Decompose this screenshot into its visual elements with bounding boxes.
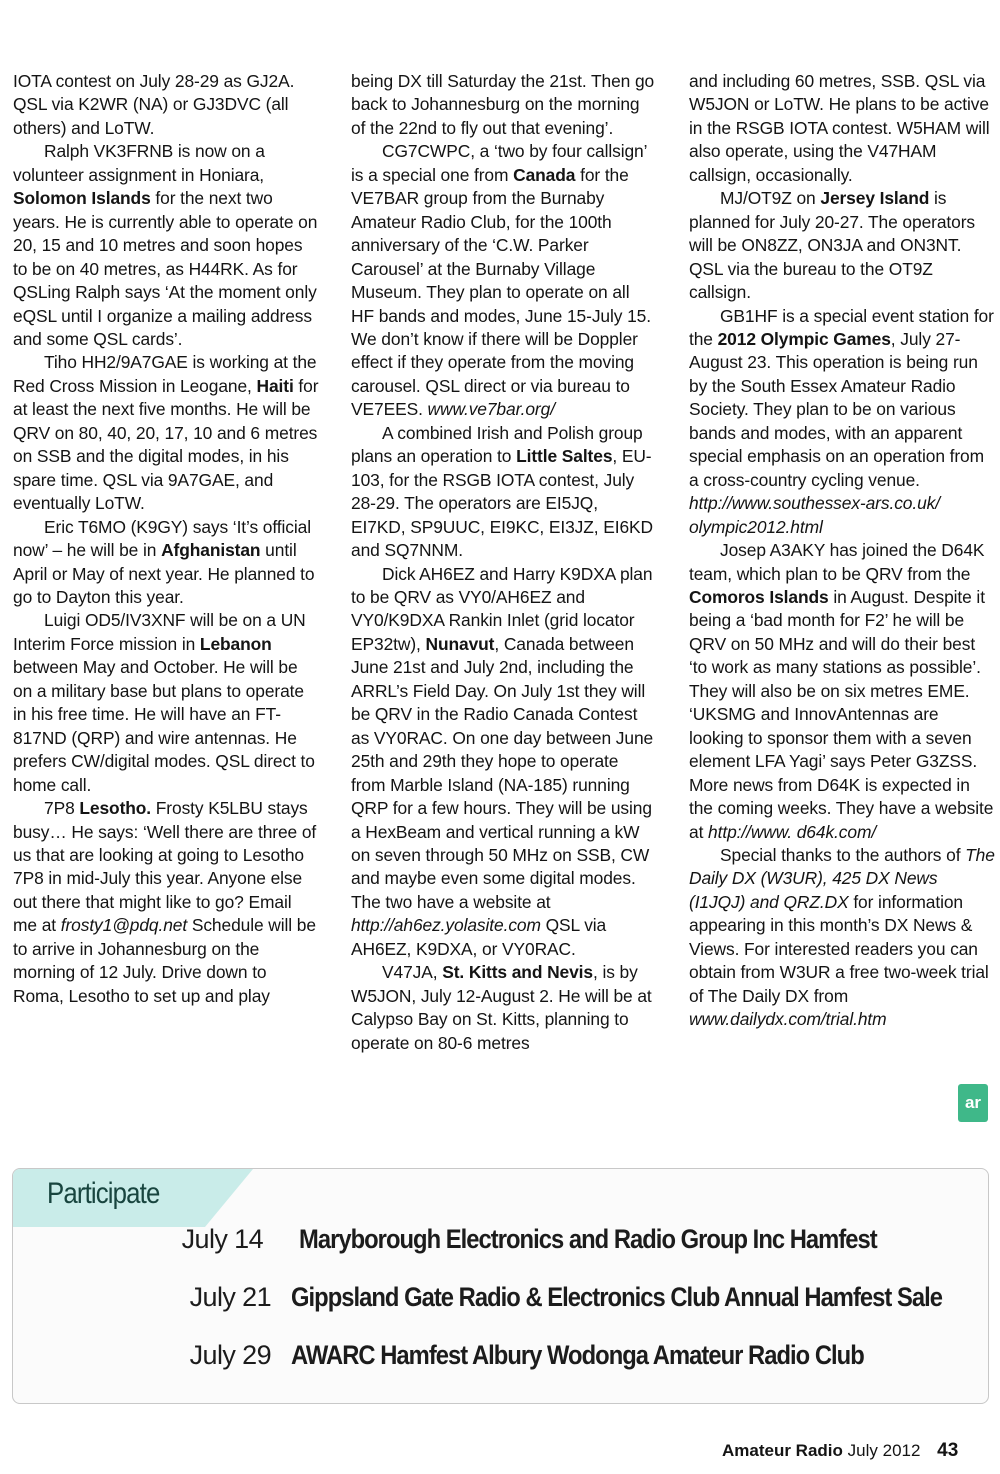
article-paragraph	[13, 70, 319, 140]
article-paragraph	[351, 422, 657, 563]
article-paragraph	[689, 187, 995, 304]
bold-location: Lesotho.	[79, 798, 152, 819]
paragraph-text: between May and October. He will be on a military base but plans to operate in his free time. He will have an FT-817ND (QRP) and wire antennas. He prefers CW/digital modes. QSL direct to home call.	[13, 657, 315, 795]
bold-location: Comoros Islands	[689, 586, 829, 607]
paragraph-text: , July 27-August 23. This operation is being run by the South Essex Amateur Radio Society. They plan to be on various bands and modes, with an apparent special emphasis on an operation from a cross-country cycling venue.	[689, 328, 985, 490]
event-date: July 29	[189, 1340, 271, 1370]
article-paragraph	[689, 305, 995, 540]
magazine-name: Amateur Radio	[722, 1441, 843, 1460]
bold-location: Afghanistan	[161, 540, 261, 561]
paragraph-text: CG7CWPC, a ‘two by four callsign’ is a special one from	[351, 141, 647, 185]
bold-location: Haiti	[256, 375, 294, 396]
italic-text: frosty1@pdq.net	[60, 915, 188, 936]
article-paragraph	[13, 797, 319, 1008]
paragraph-text: Special thanks to the authors of	[720, 844, 966, 865]
article-paragraph	[351, 140, 657, 421]
paragraph-text: Frosty K5LBU stays busy… He says: ‘Well there are three of us that are looking at going to Lesotho 7P8 in mid-July this year. Anyone else out there that might like to go? Email me at	[13, 798, 317, 936]
bold-location: Little Saltes	[516, 446, 613, 467]
paragraph-text: V47JA,	[382, 962, 443, 983]
paragraph-text: QSL via AH6EZ, K9DXA, or VY0RAC.	[351, 915, 607, 959]
paragraph-text: for the VE7BAR group from the Burnaby Amateur Radio Club, for the 100th anniversary of the ‘C.W. Parker Carousel’ at the Burnaby Village Museum. They plan to operate on all HF bands and modes, June 15-July 15. We don’t know if there will be Doppler effect if they operate from the moving carousel. QSL direct or via bureau to VE7EES.	[351, 164, 651, 420]
participate-box	[12, 1168, 989, 1404]
paragraph-text: MJ/OT9Z on	[720, 188, 821, 209]
paragraph-text: for the next two years. He is currently able to operate on 20, 15 and 10 metres and soon hopes to be on 40 metres, as H44RK. As for QSLing Ralph says ‘At the moment only eQSL until I organize a mailing address and some QSL cards’.	[13, 188, 318, 349]
italic-text: http://ah6ez.yolasite.com	[351, 915, 541, 936]
italic-text: www.dailydx.com/trial.htm	[689, 1009, 887, 1030]
event-name: Gippsland Gate Radio & Electronics Club Annual Hamfest Sale	[291, 1282, 942, 1312]
italic-text: http://www. d64k.com/	[708, 821, 877, 842]
column-2	[351, 70, 657, 1055]
article-paragraph	[689, 539, 995, 844]
paragraph-text: Eric T6MO (K9GY) says ‘It’s official now’ – he will be in	[13, 516, 311, 561]
bold-location: Solomon Islands	[13, 188, 151, 209]
article-paragraph	[351, 563, 657, 962]
paragraph-text: Dick AH6EZ and Harry K9DXA plan to be QRV as VY0/AH6EZ and VY0/K9DXA Rankin Inlet (grid locator EP32tw),	[351, 563, 653, 654]
participate-title: Participate	[47, 1177, 160, 1210]
article-paragraph	[351, 961, 657, 1055]
bold-location: Canada	[513, 164, 576, 185]
article-paragraph	[13, 609, 319, 797]
bold-location: Lebanon	[199, 633, 272, 654]
paragraph-text: Luigi OD5/IV3XNF will be on a UN Interim Force mission in	[13, 610, 306, 654]
bold-location: 2012 Olympic Games	[717, 328, 891, 349]
italic-text: The Daily DX (W3UR), 425 DX News (I1JQJ) and QRZ.DX	[689, 844, 995, 912]
event-name: AWARC Hamfest Albury Wodonga Amateur Radio Club	[291, 1340, 864, 1370]
paragraph-text: Schedule will be to arrive in Johannesburg on the morning of 12 July. Drive down to Roma, Lesotho to set up and play	[13, 915, 316, 1006]
event-date: July 21	[189, 1282, 271, 1312]
paragraph-text: A combined Irish and Polish group plans an operation to	[351, 422, 643, 467]
bold-location: Jersey Island	[820, 188, 930, 209]
article-paragraph	[351, 70, 657, 140]
page-number: 43	[937, 1440, 959, 1461]
paragraph-text: for information appearing in this month’s DX News & Views. For interested readers you can obtain from W3UR a free two-week trial of The Daily DX from	[689, 891, 989, 1006]
paragraph-text: is planned for July 20-27. The operators will be ON8ZZ, ON3JA and ON3NT. QSL via the bureau to the OT9Z callsign.	[689, 188, 976, 303]
paragraph-text: GB1HF is a special event station for the	[689, 305, 994, 349]
article-paragraph	[689, 844, 995, 1032]
italic-text: www.ve7bar.org/	[427, 399, 555, 420]
paragraph-text: IOTA contest on July 28-29 as GJ2A. QSL via K2WR (NA) or GJ3DVC (all others) and LoTW.	[13, 71, 295, 138]
paragraph-text: and including 60 metres, SSB. QSL via W5JON or LoTW. He plans to be active in the RSGB IOTA contest. W5HAM will also operate, using the V47HAM callsign, occasionally.	[689, 71, 990, 185]
paragraph-text: Ralph VK3FRNB is now on a volunteer assignment in Honiara,	[13, 141, 265, 185]
paragraph-text: in August. Despite it being a ‘bad month for F2’ he will be QRV on 50 MHz and will do their best ‘to work as many stations as possible’. They will also be on six metres EME. ‘UKSMG and InnovAntennas are looking to sponsor them with a seven element LFA Yagi’ says Peter G3ZSS. More news from D64K is expected in the coming weeks. They have a website at	[689, 586, 994, 842]
paragraph-text: Tiho HH2/9A7GAE is working at the Red Cross Mission in Leogane,	[13, 352, 317, 396]
paragraph-text: until April or May of next year. He planned to go to Dayton this year.	[13, 540, 315, 607]
article-paragraph	[13, 351, 319, 515]
article-paragraph	[689, 70, 995, 187]
paragraph-text: Josep A3AKY has joined the D64K team, which plan to be QRV from the	[689, 540, 985, 584]
bold-location: Nunavut	[425, 633, 495, 654]
paragraph-text: , is by W5JON, July 12-August 2. He will be at Calypso Bay on St. Kitts, planning to operate on 80-6 metres	[351, 962, 652, 1053]
italic-text: http://www.southessex-ars.co.uk/ olympic2012.html	[689, 493, 941, 537]
column-1	[13, 70, 319, 1008]
paragraph-text: 7P8	[44, 798, 80, 819]
paragraph-text: , Canada between June 21st and July 2nd, including the ARRL’s Field Day. On July 1st they will be QRV in the Radio Canada Contest as VY0RAC. On one day between June 25th and 29th they hope to operate from Marble Island (NA-185) running QRP for a few hours. They will be using a HexBeam and vertical running a kW on seven through 50 MHz on SSB, CW and maybe even some digital modes. The two have a website at	[351, 633, 654, 912]
event-name: Maryborough Electronics and Radio Group Inc Hamfest	[299, 1224, 877, 1254]
paragraph-text: being DX till Saturday the 21st. Then go back to Johannesburg on the morning of the 22nd to fly out that evening’.	[351, 71, 655, 138]
column-3	[689, 70, 995, 1032]
page-footer	[722, 1440, 958, 1462]
event-date: July 14	[181, 1224, 263, 1254]
end-of-article-icon: ar	[958, 1084, 988, 1122]
article-paragraph	[13, 140, 319, 351]
bold-location: St. Kitts and Nevis	[442, 962, 593, 983]
issue-date: July 2012	[847, 1441, 921, 1460]
paragraph-text: for at least the next five months. He will be QRV on 80, 40, 20, 17, 10 and 6 metres on SSB and the digital modes, in his spare time. QSL via 9A7GAE, and eventually LoTW.	[13, 375, 319, 514]
paragraph-text: , EU-103, for the RSGB IOTA contest, July 28-29. The operators are EI5JQ, EI7KD, SP9UUC, EI9KC, EI3JZ, EI6KD and SQ7NNM.	[351, 446, 654, 561]
article-paragraph	[13, 516, 319, 610]
